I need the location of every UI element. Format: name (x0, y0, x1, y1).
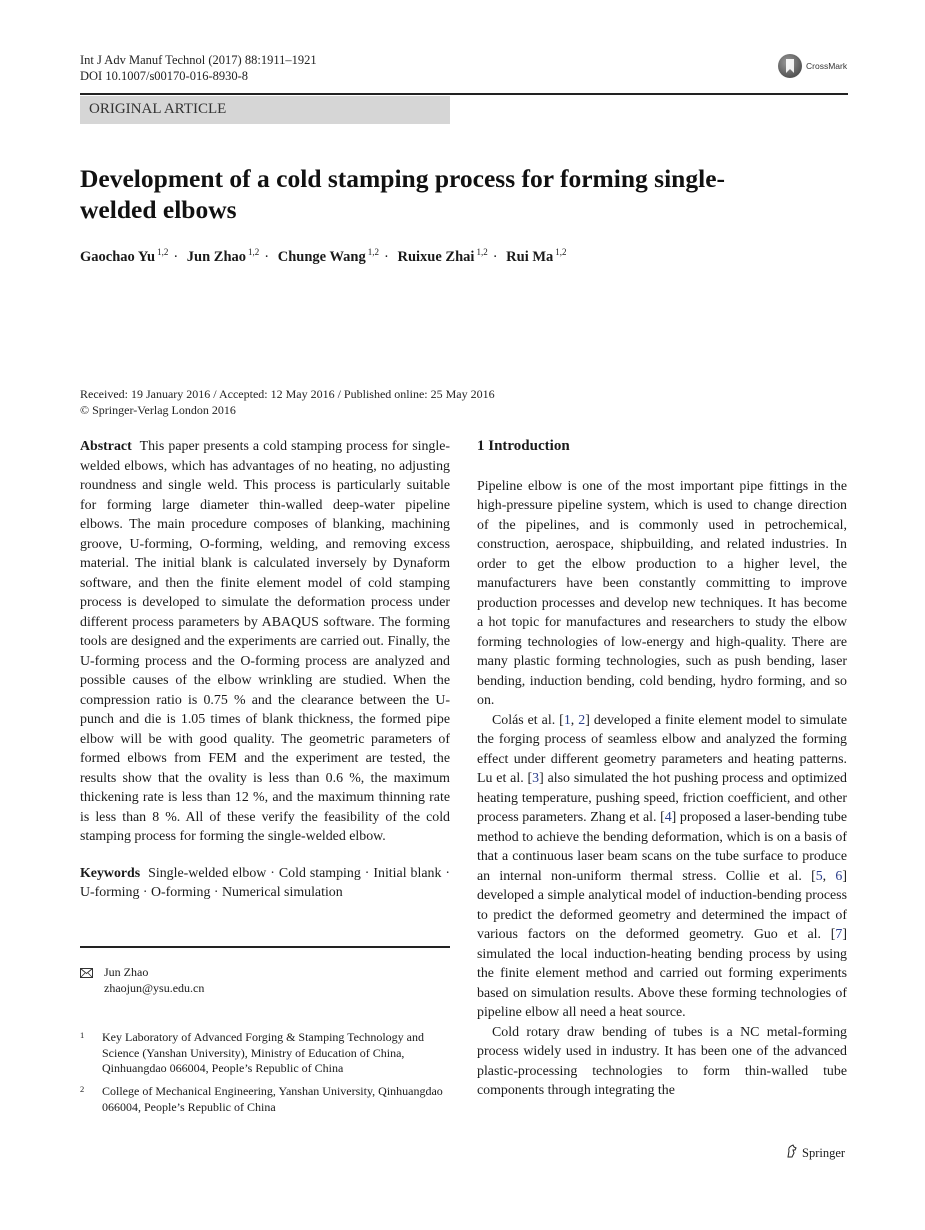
author-name[interactable]: Ruixue Zhai (397, 249, 475, 265)
author-name[interactable]: Rui Ma (506, 249, 554, 265)
intro-paragraph-3: Cold rotary draw bending of tubes is a NC metal-forming process widely used in industry. It has been one of the advanced plastic-processing technologies to form thin-walled tube components through integrating the (477, 1024, 847, 1098)
keywords-heading: Keywords (80, 865, 141, 881)
affiliation-number: 1 (80, 1030, 85, 1040)
author-separator: · (173, 249, 179, 265)
author-affiliation: 1,2 (157, 247, 169, 257)
citation-link[interactable]: 4 (664, 810, 672, 825)
crossmark-icon (778, 54, 802, 78)
author-separator: · (384, 249, 389, 265)
right-column (477, 437, 847, 1101)
text-run: , (822, 868, 836, 884)
affiliation-number: 2 (80, 1084, 85, 1094)
abstract (80, 437, 450, 847)
text-run: ] also simulated the hot pushing process and optimized heating temperature, pushing speed, friction coefficient, and other process parameters. Zhang et al. [ (477, 771, 847, 825)
contact-email[interactable]: zhaojun@ysu.edu.cn (104, 981, 205, 995)
text-run: , (570, 712, 579, 728)
journal-citation (80, 52, 317, 84)
header-rule (80, 93, 848, 95)
author-name[interactable]: Jun Zhao (186, 249, 247, 265)
article-title: Development of a cold stamping process for forming single-welded elbows (80, 164, 726, 224)
author-separator: · (264, 249, 270, 265)
text-run: Colás et al. [ (492, 712, 564, 728)
intro-paragraph-1: Pipeline elbow is one of the most important pipe fittings in the high-pressure pipeline system, which is used to change direction of the pipelines, and is commonly used in petrochemical, construction, aerospace, shipbuilding, and related industries. In order to get the elbow production to a higher level, the manufacturers have been constantly committing to improve production processes and develop new techniques. It has become a hot topic for manufactures and researchers to study the elbow forming technologies of low-energy and high-quality. There are many plastic forming technologies, such as push bending, laser bending, induction bending, cold bending, hydro forming, and so on. (477, 478, 847, 708)
author-name[interactable]: Chunge Wang (277, 249, 366, 265)
author-separator: · (492, 249, 498, 265)
intro-paragraph-2 (477, 711, 847, 1023)
left-column (80, 437, 450, 903)
envelope-icon (80, 966, 93, 982)
copyright-line: © Springer-Verlag London 2016 (80, 403, 236, 417)
abstract-heading: Abstract (80, 439, 132, 454)
affiliation-2 (80, 1084, 452, 1115)
author-affiliation: 1,2 (555, 247, 567, 257)
affiliation-text: College of Mechanical Engineering, Yanshan University, Qinhuangdao 066004, People’s Republic of China (102, 1084, 443, 1114)
author-name[interactable]: Gaochao Yu (80, 249, 156, 265)
footnote-rule (80, 946, 450, 948)
author-list (80, 247, 567, 266)
author-affiliation: 1,2 (367, 247, 379, 257)
author-affiliation: 1,2 (476, 247, 488, 257)
springer-horse-icon (785, 1144, 799, 1162)
dates-line: Received: 19 January 2016 / Accepted: 12 May 2016 / Published online: 25 May 2016 (80, 387, 495, 401)
citation-link[interactable]: 1 (563, 712, 571, 728)
citation-link[interactable]: 3 (532, 771, 540, 786)
publisher-name: Springer (802, 1145, 846, 1160)
keywords (80, 864, 450, 903)
text-run: ] simulated the local induction-heating bending process by using the finite element method and carried out forming experiments based on simulation results. Above these forming technologies of pipeline elbow all need a heat source. (477, 927, 847, 1020)
journal-line: Int J Adv Manuf Technol (2017) 88:1911–1921 (80, 53, 317, 67)
publisher-logo (785, 1144, 845, 1162)
text-run: ] developed a simple analytical model of induction-bending process to predict the deformed geometry and determined the impact of various factors on the deformed geometry. Guo et al. [ (477, 868, 847, 942)
section-heading: 1 Introduction (477, 438, 570, 454)
citation-link[interactable]: 2 (578, 712, 586, 728)
contact-name: Jun Zhao (104, 965, 149, 979)
affiliation-text: Key Laboratory of Advanced Forging & Stamping Technology and Science (Yanshan University), Ministry of Education of China, Qinhuangdao 066004, People’s Republic of China (102, 1030, 424, 1075)
affiliation-1 (80, 1030, 452, 1077)
citation-link[interactable]: 5 (815, 868, 823, 884)
citation-link[interactable]: 6 (835, 868, 843, 884)
author-affiliation: 1,2 (248, 247, 260, 257)
article-type-banner: ORIGINAL ARTICLE (80, 96, 450, 124)
doi-line[interactable]: DOI 10.1007/s00170-016-8930-8 (80, 69, 249, 83)
corresponding-author (80, 964, 204, 996)
citation-link[interactable]: 7 (835, 927, 843, 942)
keywords-text: Single-welded elbow · Cold stamping · Initial blank · U-forming · O-forming · Numerical simulation (80, 865, 450, 900)
publication-dates (80, 386, 495, 418)
abstract-text: This paper presents a cold stamping process for single-welded elbows, which has advantages of no heating, no adjusting roundness and single weld. This process is particularly suitable for forming large diameter thin-walled deep-water pipeline elbows. The main procedure composes of blanking, machining groove, U-forming, O-forming, welding, and removing excess material. The initial blank is calculated inversely by Dynaform software, and then the finite element model of cold stamping process is developed to simulate the deformation process under different process parameters by ABAQUS software. The forming tools are designed and the experiments are carried out. Finally, the U-forming process and the O-forming process are analyzed and possible causes of the elbow wrinkling are studied. When the compression ratio is 0.75 % and the clearance between the U-punch and die is 1.05 times of blank thickness, the formed pipe elbow will be with good quality. The geometric parameters of formed elbows from FEM and the experiment are tested, the results show that the ovality is less than 0.6 %, the maximum thickening rate is less than 12 %, and the maximum thinning rate is less than 8 %. All of these verify the feasibility of the cold stamping process for forming the single-welded elbow. (80, 439, 451, 844)
text-run: ] proposed a laser-bending tube method to achieve the bending deformation, which is on a basis of that a continuous laser beam scans on the tube surface to produce an internal non-uniform thermal stress. Collie et al. [ (477, 810, 848, 884)
crossmark-badge[interactable] (778, 54, 847, 78)
crossmark-label: CrossMark (806, 61, 848, 71)
text-run: ] developed a finite element model to simulate the forging process of seamless elbow and analyzed the forming effect under different geometry parameters and heating patterns. Lu et al. [ (477, 712, 847, 786)
